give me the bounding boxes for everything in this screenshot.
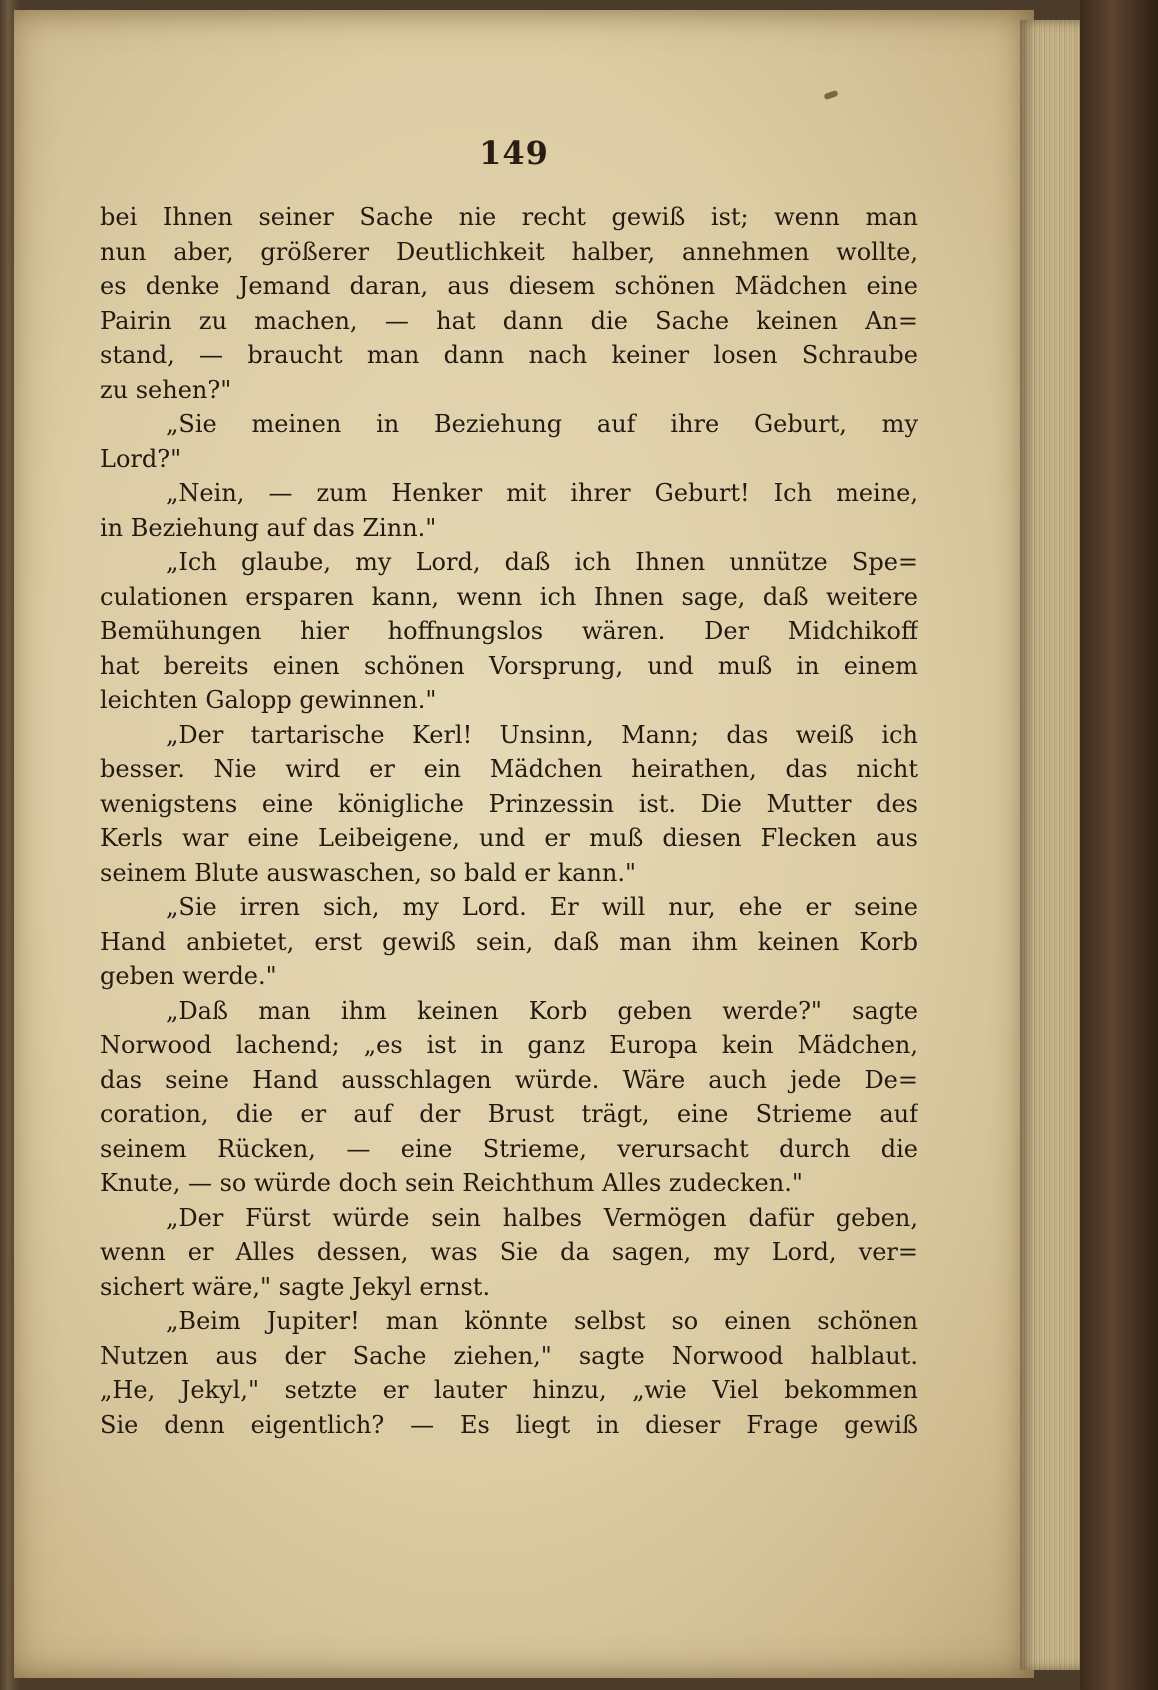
text-line: „Beim Jupiter! man könnte selbst so einen schönen (166, 1307, 918, 1335)
text-line: „Daß man ihm keinen Korb geben werde?" sagte (166, 996, 918, 1025)
text-line: Kerls war eine Leibeigene, und er muß diesen Flecken aus (100, 824, 918, 852)
text-line: Sie denn eigentlich? — Es liegt in dieser Frage gewiß (100, 1410, 918, 1439)
text-line: es denke Jemand daran, aus diesem schönen Mädchen eine (100, 272, 918, 300)
text-line: culationen ersparen kann, wenn ich Ihnen sage, daß weitere (100, 582, 918, 611)
page-number: 149 (479, 134, 549, 172)
text-line: sichert wäre," sagte Jekyl ernst. (100, 1272, 491, 1301)
text-line: Hand anbietet, erst gewiß sein, daß man ihm keinen Korb (100, 927, 918, 956)
page-text-block (100, 200, 918, 1442)
text-line: das seine Hand ausschlagen würde. Wäre auch jede De= (100, 1065, 918, 1094)
text-line: coration, die er auf der Brust trägt, eine Strieme auf (100, 1100, 918, 1128)
text-line: Lord?" (100, 444, 182, 473)
text-line: „Ich glaube, my Lord, daß ich Ihnen unnütze Spe= (166, 548, 918, 576)
text-line: stand, — braucht man dann nach keiner losen Schraube (100, 341, 918, 369)
text-line: geben werde." (100, 962, 277, 990)
text-line: zu sehen?" (100, 375, 232, 404)
text-line: nun aber, größerer Deutlichkeit halber, annehmen wollte, (100, 237, 918, 266)
text-line: wenn er Alles dessen, was Sie da sagen, my Lord, ver= (100, 1238, 918, 1266)
text-line: „Sie meinen in Beziehung auf ihre Geburt, my (166, 410, 918, 438)
book-page (14, 10, 1034, 1678)
text-line: Bemühungen hier hoffnungslos wären. Der Midchikoff (100, 617, 918, 645)
text-line: Norwood lachend; „es ist in ganz Europa kein Mädchen, (100, 1031, 918, 1059)
text-line: „Nein, — zum Henker mit ihrer Geburt! Ich meine, (166, 479, 918, 507)
book-cover-edge (1080, 0, 1158, 1690)
text-line: Pairin zu machen, — hat dann die Sache keinen An= (100, 306, 918, 335)
text-line: Nutzen aus der Sache ziehen," sagte Norwood halblaut. (100, 1341, 918, 1370)
text-line: hat bereits einen schönen Vorsprung, und muß in einem (100, 651, 918, 680)
text-line: seinem Rücken, — eine Strieme, verursacht durch die (100, 1134, 918, 1163)
text-line: Knute, — so würde doch sein Reichthum Alles zudecken." (100, 1169, 803, 1197)
page-edges (1020, 20, 1080, 1670)
text-line: „He, Jekyl," setzte er lauter hinzu, „wie Viel bekommen (100, 1376, 918, 1404)
ink-smudge (823, 90, 838, 100)
text-line: seinem Blute auswaschen, so bald er kann." (100, 858, 637, 887)
text-line: „Der Fürst würde sein halbes Vermögen dafür geben, (166, 1203, 918, 1232)
text-line: „Sie irren sich, my Lord. Er will nur, ehe er seine (166, 893, 918, 921)
text-line: „Der tartarische Kerl! Unsinn, Mann; das weiß ich (166, 720, 918, 749)
text-line: wenigstens eine königliche Prinzessin ist. Die Mutter des (100, 789, 918, 818)
text-line: besser. Nie wird er ein Mädchen heirathen, das nicht (100, 755, 918, 783)
text-line: in Beziehung auf das Zinn." (100, 513, 437, 542)
text-line: leichten Galopp gewinnen." (100, 686, 437, 714)
text-line: bei Ihnen seiner Sache nie recht gewiß ist; wenn man (100, 203, 918, 231)
